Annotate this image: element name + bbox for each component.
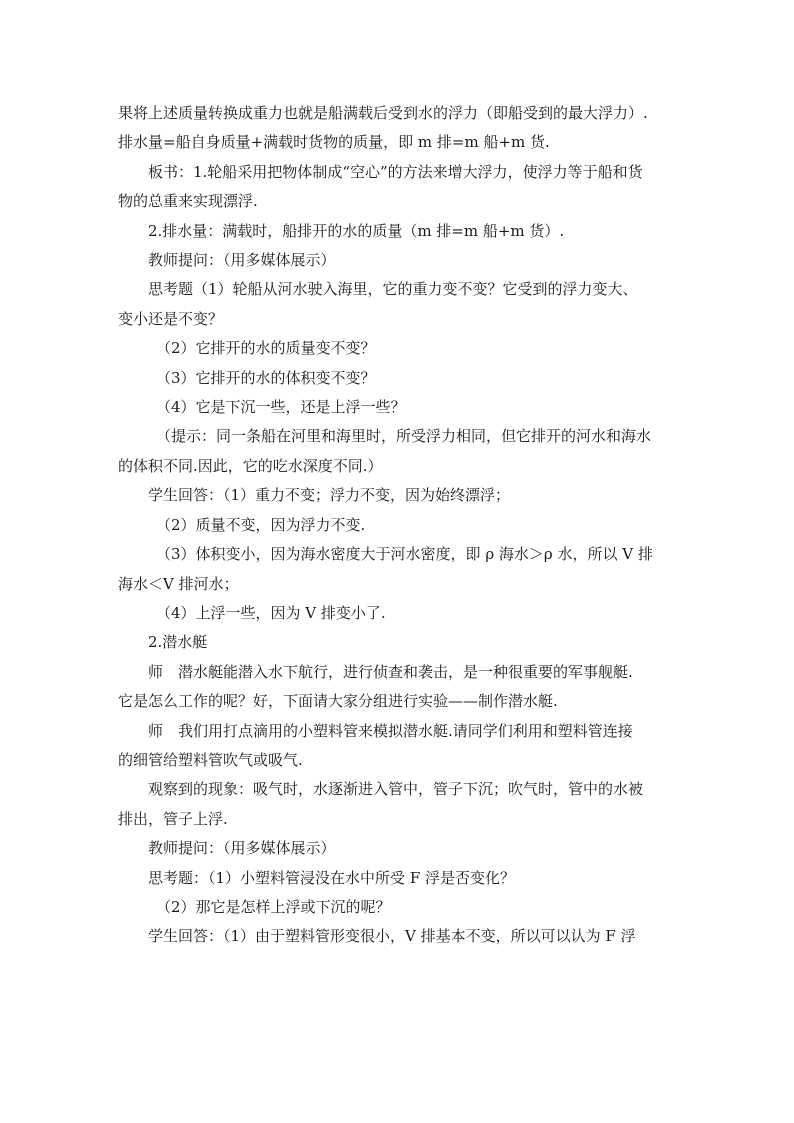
section-heading: 2.潜水艇 xyxy=(148,633,208,652)
text-line: 思考题（1）轮船从河水驶入海里，它的重力变不变？它受到的浮力变大、 xyxy=(148,280,638,299)
text-line: 观察到的现象：吸气时，水逐渐进入管中，管子下沉；吹气时，管中的水被 xyxy=(148,780,644,799)
text-line: （2）它排开的水的质量变不变？ xyxy=(156,339,376,358)
text-line: 教师提问：（用多媒体展示） xyxy=(148,251,336,270)
text-line: 的体积不同.因此，它的吃水深度不同.） xyxy=(118,456,383,475)
text-line: 板书：1.轮船采用把物体制成“空心”的方法来增大浮力，使浮力等于船和货 xyxy=(148,162,643,181)
text-line: 思考题：（1）小塑料管浸没在水中所受 F 浮是否变化？ xyxy=(148,868,515,887)
text-line: 2.排水量：满载时，船排开的水的质量（m 排=m 船+m 货）. xyxy=(148,221,565,240)
text-line: 学生回答：（1）由于塑料管形变很小，V 排基本不变，所以可以认为 F 浮 xyxy=(148,927,636,946)
text-line: 的细管给塑料管吹气或吸气. xyxy=(118,750,303,769)
text-line: 果将上述质量转换成重力也就是船满载后受到水的浮力（即船受到的最大浮力）. xyxy=(118,104,648,122)
text-line: 师 潜水艇能潜入水下航行，进行侦查和袭击，是一种很重要的军事舰艇. xyxy=(148,662,633,681)
text-line: （3）它排开的水的体积变不变？ xyxy=(156,368,376,387)
text-line: 海水＜V 排河水； xyxy=(118,574,239,593)
text-line: 师 我们用打点滴用的小塑料管来模拟潜水艇.请同学们利用和塑料管连接 xyxy=(148,721,633,740)
text-line: （2）质量不变，因为浮力不变. xyxy=(156,515,366,534)
text-line: 它是怎么工作的呢？好，下面请大家分组进行实验——制作潜水艇. xyxy=(118,692,558,711)
text-line: （4）上浮一些，因为 V 排变小了. xyxy=(156,603,386,622)
text-line: 排水量=船自身质量+满载时货物的质量，即 m 排=m 船+m 货. xyxy=(118,133,550,152)
text-line: 教师提问：（用多媒体展示） xyxy=(148,839,336,858)
text-line: 变小还是不变？ xyxy=(118,309,224,328)
document-body xyxy=(118,99,686,952)
text-line: （3）体积变小，因为海水密度大于河水密度，即 ρ 海水＞ρ 水，所以 V 排 xyxy=(156,545,653,564)
text-line: （2）那它是怎样上浮或下沉的呢？ xyxy=(156,897,391,916)
text-line: 学生回答：（1）重力不变；浮力不变，因为始终漂浮； xyxy=(148,486,511,505)
text-line: （4）它是下沉一些，还是上浮一些？ xyxy=(156,398,406,417)
text-line: （提示：同一条船在河里和海里时，所受浮力相同，但它排开的河水和海水 xyxy=(156,427,652,446)
text-line: 排出，管子上浮. xyxy=(118,809,228,828)
text-line: 物的总重来实现漂浮. xyxy=(118,192,258,211)
